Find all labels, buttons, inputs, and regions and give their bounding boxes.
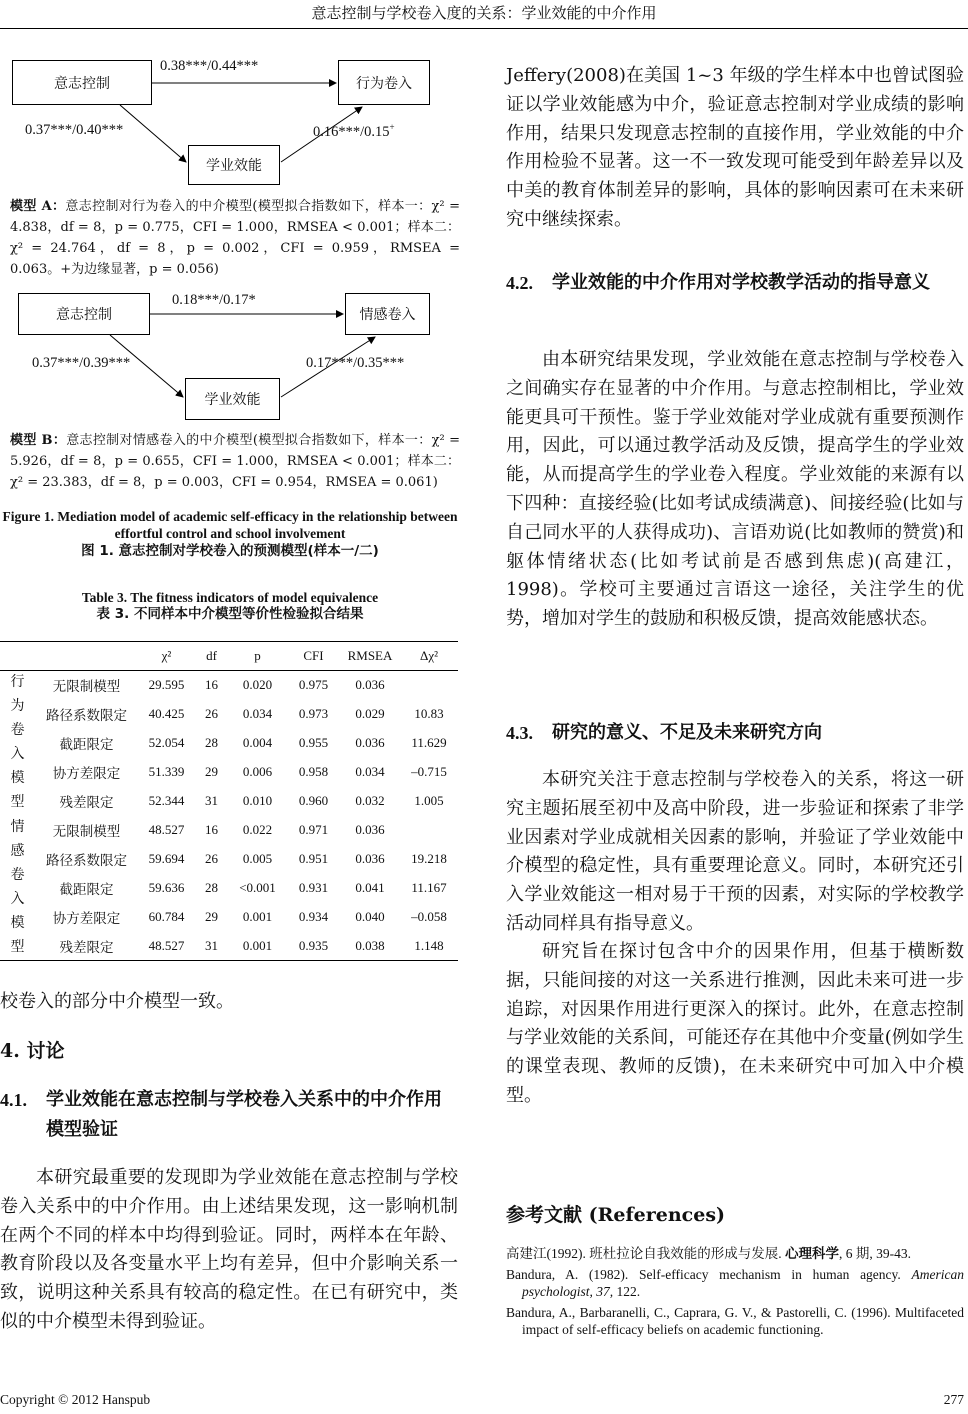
value-cell: 0.038 bbox=[355, 937, 385, 953]
reference-journal: American psychologist, 37, bbox=[522, 1267, 964, 1299]
model-name-cell: 协方差限定 bbox=[52, 766, 121, 781]
model-name-cell: 残差限定 bbox=[59, 795, 114, 810]
value-cell: 48.527 bbox=[148, 937, 185, 953]
reference-text: Bandura, A. (1982). Self-efficacy mechanism in human agency. bbox=[506, 1267, 912, 1282]
value-cell: 0.001 bbox=[242, 937, 273, 953]
header-rule bbox=[0, 28, 968, 29]
node-effortful-control: 意志控制 bbox=[18, 293, 150, 335]
model-name-cell: 截距限定 bbox=[59, 882, 114, 897]
value-cell: 0.001 bbox=[242, 909, 273, 924]
value-cell: 0.005 bbox=[242, 851, 273, 866]
model-name-cell: 路径系数限定 bbox=[46, 708, 127, 723]
running-header: 意志控制与学校卷入度的关系：学业效能的中介作用 bbox=[311, 4, 657, 22]
model-a-diagram bbox=[0, 50, 460, 190]
model-name-cell: 路径系数限定 bbox=[46, 853, 127, 868]
table-caption-zh: 表 3. 不同样本中介模型等价性检验拟合结果 bbox=[96, 606, 364, 622]
value-cell: 0.960 bbox=[298, 793, 329, 808]
path-a-label: 0.37***/0.40*** bbox=[25, 122, 124, 138]
value-cell: 0.040 bbox=[355, 909, 385, 924]
value-cell: 40.425 bbox=[148, 706, 185, 721]
caption-text: 意志控制对行为卷入的中介模型(模型拟合指数如下，样本一：χ² = 4.838，df = 8，p = 0.775，CFI = 1.000，RMSEA < 0.001；样本二：χ² = 24.764，df = 8，p = 0.002，CFI = 0.959，RMSEA = 0.063。+为边缘显著，p = 0.056) bbox=[10, 199, 460, 277]
value-cell: 0.036 bbox=[355, 677, 385, 693]
section-title: 学业效能的中介作用对学校教学活动的指导意义 bbox=[552, 272, 930, 293]
group-label: 情感卷入模型 bbox=[10, 819, 25, 955]
path-b-label: 0.17***/0.35*** bbox=[306, 355, 405, 371]
table-row bbox=[0, 903, 458, 932]
value-cell: 0.034 bbox=[242, 706, 273, 721]
reference-text: Bandura, A., Barbaranelli, C., Caprara, G. V., & Pastorelli, C. (1996). Multifaceted impact of self-efficacy beliefs on academic functioning. bbox=[506, 1305, 964, 1337]
value-cell: 0.951 bbox=[298, 851, 329, 866]
value-cell: 0.935 bbox=[298, 937, 329, 953]
model-name-cell: 无限制模型 bbox=[52, 679, 121, 695]
value-cell: 59.636 bbox=[148, 880, 185, 895]
table-3 bbox=[0, 641, 458, 961]
copyright: Copyright © 2012 Hanspub bbox=[0, 1392, 151, 1407]
table-row bbox=[0, 758, 458, 787]
reference-text: 122. bbox=[613, 1284, 641, 1299]
paragraph: 由本研究结果发现，学业效能在意志控制与学校卷入之间确实存在显著的中介作用。与意志控制相比，学业效能更具可干预性。鉴于学业效能对学业成就有重要预测作用，因此，可以通过教学活动及反馈，提高学生的学业效能，从而提高学生的学业卷入程度。学业效能的来源有以下四种：直接经验(比如考试成绩满意)、间接经验(比如与自己同水平的人获得成功)、言语劝说(比如教师的赞赏)和躯体情绪状态(比如考试前是否感到焦虑)(高建江，1998)。学校可主要通过言语这一途径，关注学生的优势，增加对学生的鼓励和积极反馈，提高效能感状态。 bbox=[506, 349, 964, 630]
path-b-value: 0.16***/0.15 bbox=[313, 123, 390, 140]
value-cell: 29.595 bbox=[148, 677, 185, 693]
value-cell: 1.005 bbox=[414, 793, 444, 808]
section-number: 4.1. bbox=[0, 1090, 27, 1110]
table-row bbox=[0, 700, 458, 729]
table-header-row bbox=[0, 642, 458, 671]
reference-item bbox=[506, 1245, 964, 1262]
model-b-caption bbox=[10, 430, 460, 493]
value-cell: 0.020 bbox=[242, 677, 273, 693]
path-direct-label: 0.38***/0.44*** bbox=[160, 58, 259, 74]
value-cell: –0.058 bbox=[411, 909, 447, 924]
value-cell: 11.629 bbox=[411, 735, 447, 750]
model-name-cell: 无限制模型 bbox=[52, 824, 121, 839]
reference-item bbox=[506, 1304, 964, 1338]
col-cfi: CFI bbox=[303, 648, 324, 663]
value-cell: 0.034 bbox=[355, 764, 385, 779]
reference-list bbox=[506, 1245, 964, 1342]
value-cell: 48.527 bbox=[148, 822, 185, 837]
col-delta-chi2: Δχ² bbox=[419, 648, 439, 663]
value-cell: 0.032 bbox=[355, 793, 385, 808]
value-cell: 0.022 bbox=[242, 822, 273, 837]
table-row bbox=[0, 845, 458, 874]
reference-text: 高建江(1992). 班杜拉论自我效能的形成与发展. bbox=[506, 1246, 785, 1261]
value-cell: 26 bbox=[205, 851, 218, 866]
section-title: 研究的意义、不足及未来研究方向 bbox=[552, 722, 822, 743]
value-cell: 0.006 bbox=[242, 764, 273, 779]
value-cell: 0.931 bbox=[298, 880, 329, 895]
reference-journal: 心理科学 bbox=[785, 1246, 839, 1261]
paragraph: Jeffery(2008)在美国 1~3 年级的学生样本中也曾试图验证以学业效能感为中介，验证意志控制对学业成绩的影响作用，结果只发现意志控制的直接作用，学业效能的中介作用检验不显著。这一不一致发现可能受到年龄差异以及中美的教育体制差异的影响，具体的影响因素可在未来研究中继续探索。 bbox=[506, 65, 964, 230]
paragraph: 研究旨在探讨包含中介的因果作用，但基于横断数据，只能间接的对这一关系进行推测，因此未来可进一步追踪，对因果作用进行更深入的探讨。此外，在意志控制与学业效能的关系间，可能还存在其他中介变量(例如学生的课堂表现、教师的反馈)，在未来研究中可加入中介模型。 bbox=[506, 941, 964, 1106]
table-row bbox=[0, 729, 458, 758]
table-row bbox=[0, 816, 458, 845]
model-name-cell: 截距限定 bbox=[59, 737, 114, 752]
value-cell: 16 bbox=[205, 822, 218, 837]
node-behavioral-involvement: 行为卷入 bbox=[338, 60, 430, 105]
value-cell: 51.339 bbox=[148, 764, 185, 779]
paragraph: 本研究关注于意志控制与学校卷入的关系，将这一研究主题拓展至初中及高中阶段，进一步验证和探索了非学业因素对学业成就相关因素的影响，并验证了学业效能中介模型的稳定性，具有重要理论意义。同时，本研究还引入学业效能这一相对易于干预的因素，对实际的学校教学活动同样具有指导意义。 bbox=[506, 769, 964, 934]
value-cell: –0.715 bbox=[411, 764, 447, 779]
path-direct-label: 0.18***/0.17* bbox=[172, 292, 256, 308]
value-cell bbox=[400, 671, 458, 700]
value-cell: 16 bbox=[205, 677, 218, 693]
marginal-mark: + bbox=[389, 122, 395, 132]
table-caption-en: Table 3. The fitness indicators of model equivalence bbox=[81, 590, 379, 605]
value-cell: 60.784 bbox=[148, 909, 185, 924]
page-number: 277 bbox=[943, 1392, 964, 1407]
section-4-2-heading bbox=[506, 268, 964, 298]
value-cell: <0.001 bbox=[239, 880, 276, 895]
value-cell: 10.83 bbox=[414, 706, 444, 721]
col-rmsea: RMSEA bbox=[347, 648, 393, 663]
references-heading: 参考文献 (References) bbox=[506, 1204, 726, 1226]
value-cell: 19.218 bbox=[411, 851, 447, 866]
table-row bbox=[0, 787, 458, 816]
section-title: 学业效能在意志控制与学校卷入关系中的中介作用模型验证 bbox=[46, 1089, 442, 1140]
caption-label: 模型 B： bbox=[10, 433, 67, 448]
continued-text: 校卷入的部分中介模型一致。 bbox=[0, 991, 234, 1012]
value-cell: 31 bbox=[205, 793, 218, 808]
value-cell: 0.036 bbox=[355, 851, 385, 866]
value-cell: 29 bbox=[205, 909, 218, 924]
model-name-cell: 协方差限定 bbox=[52, 911, 121, 926]
section-4-heading: 4. 讨论 bbox=[0, 1040, 65, 1062]
value-cell: 0.010 bbox=[242, 793, 273, 808]
node-academic-efficacy: 学业效能 bbox=[185, 378, 280, 420]
section-number: 4.2. bbox=[506, 273, 533, 293]
node-effortful-control: 意志控制 bbox=[12, 60, 152, 105]
group-label: 行为卷入模型 bbox=[10, 675, 25, 811]
value-cell: 0.036 bbox=[355, 735, 385, 750]
section-number: 4.3. bbox=[506, 723, 533, 743]
path-a-label: 0.37***/0.39*** bbox=[32, 355, 131, 371]
value-cell: 0.004 bbox=[242, 735, 273, 750]
figure-caption-en: Figure 1. Mediation model of academic self-efficacy in the relationship between effortful control and school involvement bbox=[2, 509, 458, 541]
model-a-caption bbox=[10, 196, 460, 280]
node-emotional-involvement: 情感卷入 bbox=[345, 293, 430, 335]
value-cell: 0.934 bbox=[298, 909, 329, 924]
model-b-diagram bbox=[0, 285, 460, 425]
figure-caption-zh: 图 1. 意志控制对学校卷入的预测模型(样本一/二) bbox=[81, 543, 379, 559]
value-cell: 31 bbox=[205, 937, 218, 953]
value-cell: 0.971 bbox=[298, 822, 329, 837]
col-chi2: χ² bbox=[161, 648, 172, 663]
value-cell: 1.148 bbox=[414, 937, 444, 953]
paragraph: 本研究最重要的发现即为学业效能在意志控制与学校卷入关系中的中介作用。由上述结果发现，这一影响机制在两个不同的样本中均得到验证。同时，两样本在年龄、教育阶段以及各变量水平上均有差异，但中介影响关系一致，说明这种关系具有较高的稳定性。在已有研究中，类似的中介模型未得到验证。 bbox=[0, 1167, 458, 1332]
caption-label: 模型 A： bbox=[10, 199, 66, 214]
value-cell: 0.973 bbox=[298, 706, 329, 721]
value-cell: 26 bbox=[205, 706, 218, 721]
value-cell: 28 bbox=[205, 880, 218, 895]
node-academic-efficacy: 学业效能 bbox=[188, 145, 280, 185]
table-row bbox=[0, 671, 458, 700]
table-row bbox=[0, 874, 458, 903]
section-4-3-heading bbox=[506, 718, 964, 748]
value-cell: 0.955 bbox=[298, 735, 329, 750]
value-cell: 29 bbox=[205, 764, 218, 779]
table-row bbox=[0, 932, 458, 961]
caption-text: 意志控制对情感卷入的中介模型(模型拟合指数如下，样本一：χ² = 5.926，df = 8，p = 0.655，CFI = 1.000，RMSEA < 0.001；样本二：χ² = 23.383，df = 8，p = 0.003，CFI = 0.954，RMSEA = 0.061) bbox=[10, 433, 461, 490]
model-name-cell: 残差限定 bbox=[59, 939, 114, 955]
path-b-label bbox=[313, 122, 395, 141]
value-cell: 52.054 bbox=[148, 735, 185, 750]
value-cell: 28 bbox=[205, 735, 218, 750]
value-cell: 11.167 bbox=[411, 880, 447, 895]
value-cell bbox=[400, 816, 458, 845]
value-cell: 0.029 bbox=[355, 706, 385, 721]
col-df: df bbox=[206, 648, 217, 663]
col-p: p bbox=[254, 648, 261, 663]
value-cell: 59.694 bbox=[148, 851, 185, 866]
reference-item bbox=[506, 1266, 964, 1300]
value-cell: 0.036 bbox=[355, 822, 385, 837]
section-4-1-heading bbox=[0, 1085, 460, 1145]
reference-text: , 6 期, 39-43. bbox=[839, 1246, 911, 1261]
value-cell: 0.958 bbox=[298, 764, 329, 779]
value-cell: 0.041 bbox=[355, 880, 385, 895]
value-cell: 0.975 bbox=[298, 677, 329, 693]
value-cell: 52.344 bbox=[148, 793, 185, 808]
